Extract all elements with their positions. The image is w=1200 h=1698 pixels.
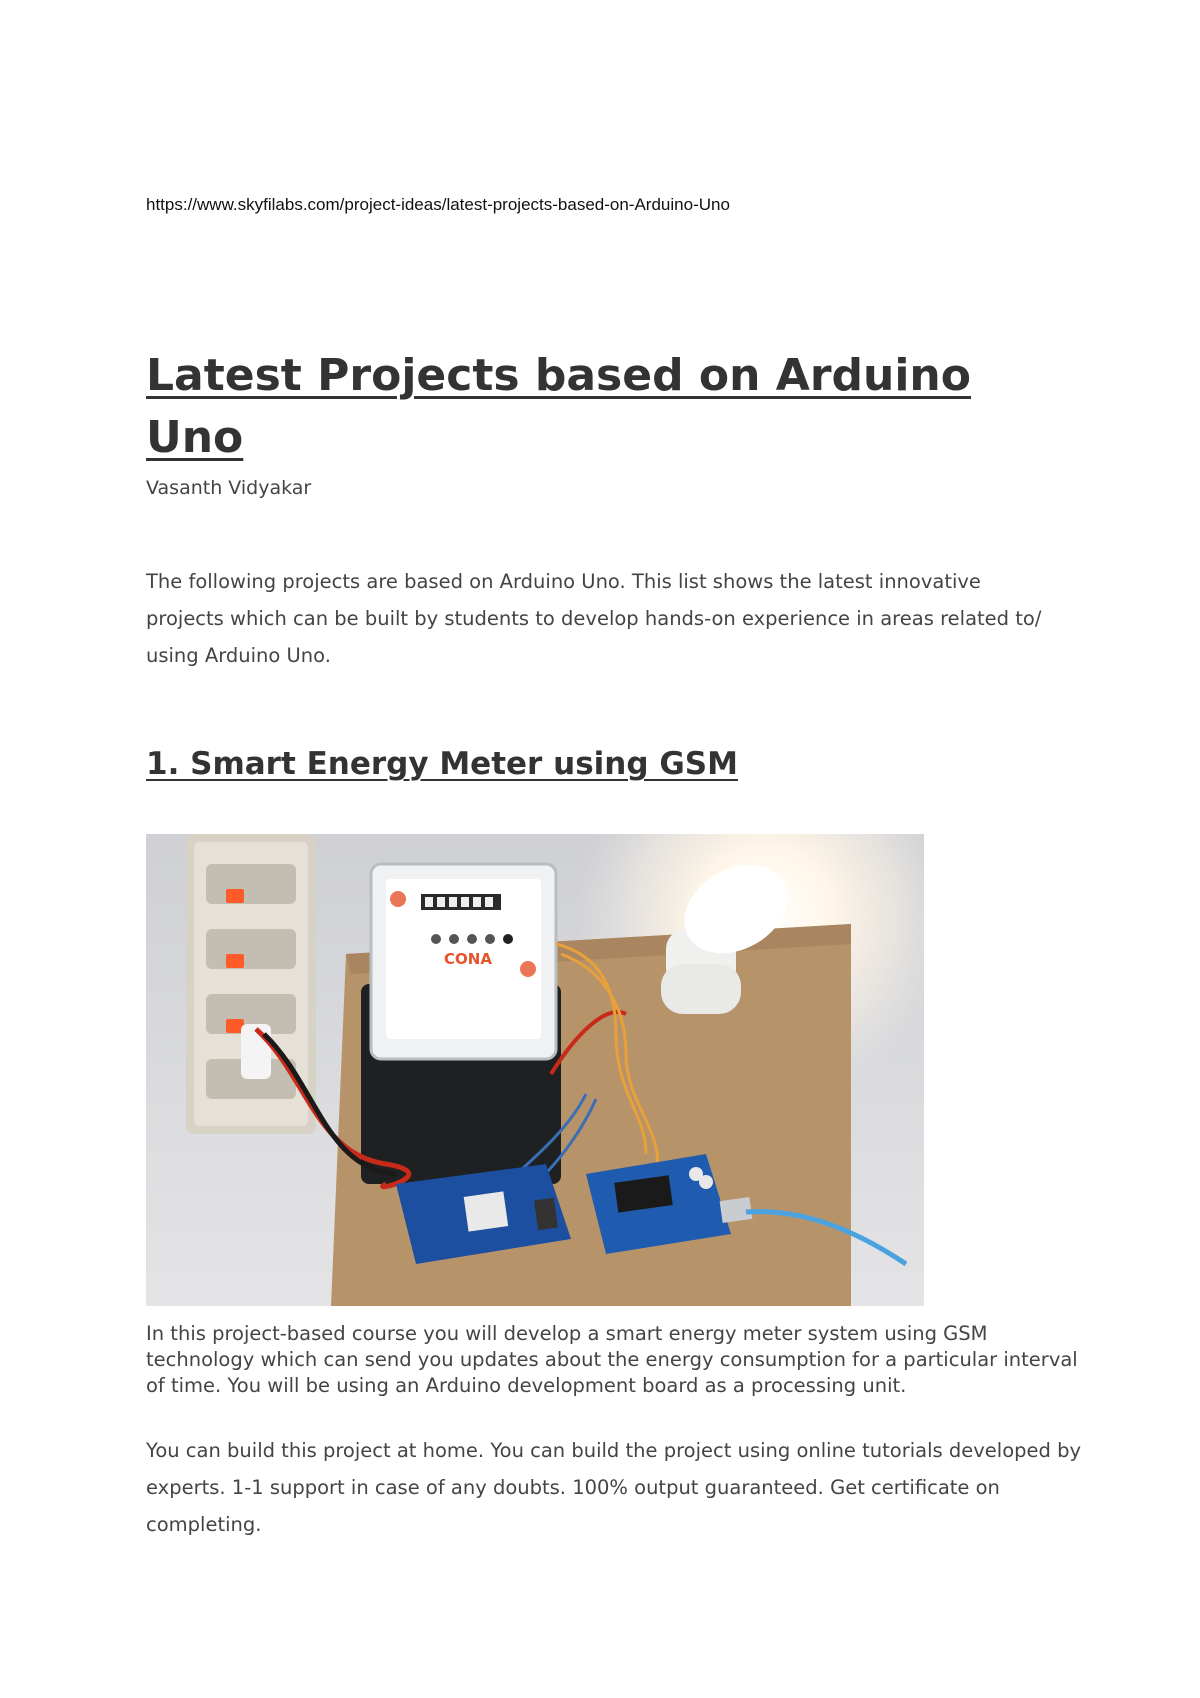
title-line-2: Uno (146, 412, 244, 463)
meter-brand-label: CONA (444, 950, 492, 968)
project-description: In this project-based course you will develop a smart energy meter system using GSM technology which can send you updates about the energy consumption for a particular interval of time. You will be using an Arduino development board as a processing unit. (146, 1322, 1078, 1397)
source-url[interactable]: https://www.skyfilabs.com/project-ideas/latest-projects-based-on-Arduino-Uno (146, 195, 730, 214)
energy-meter-setup-image (146, 834, 924, 1306)
author-name: Vasanth Vidyakar (146, 477, 312, 499)
page-title (146, 345, 1046, 469)
project-photo (146, 834, 924, 1306)
project-details: You can build this project at home. You can build the project using online tutorials developed by experts. 1-1 support in case of any doubts. 100% output guaranteed. Get certificate on completing. (146, 1439, 1082, 1536)
section-heading-text: 1. Smart Energy Meter using GSM (146, 746, 738, 782)
title-line-1: Latest Projects based on Arduino (146, 350, 971, 401)
intro-paragraph: The following projects are based on Arduino Uno. This list shows the latest innovative projects which can be built by students to develop hands-on experience in areas related to/ using Arduino Uno. (146, 570, 1042, 667)
section-heading (146, 746, 738, 782)
